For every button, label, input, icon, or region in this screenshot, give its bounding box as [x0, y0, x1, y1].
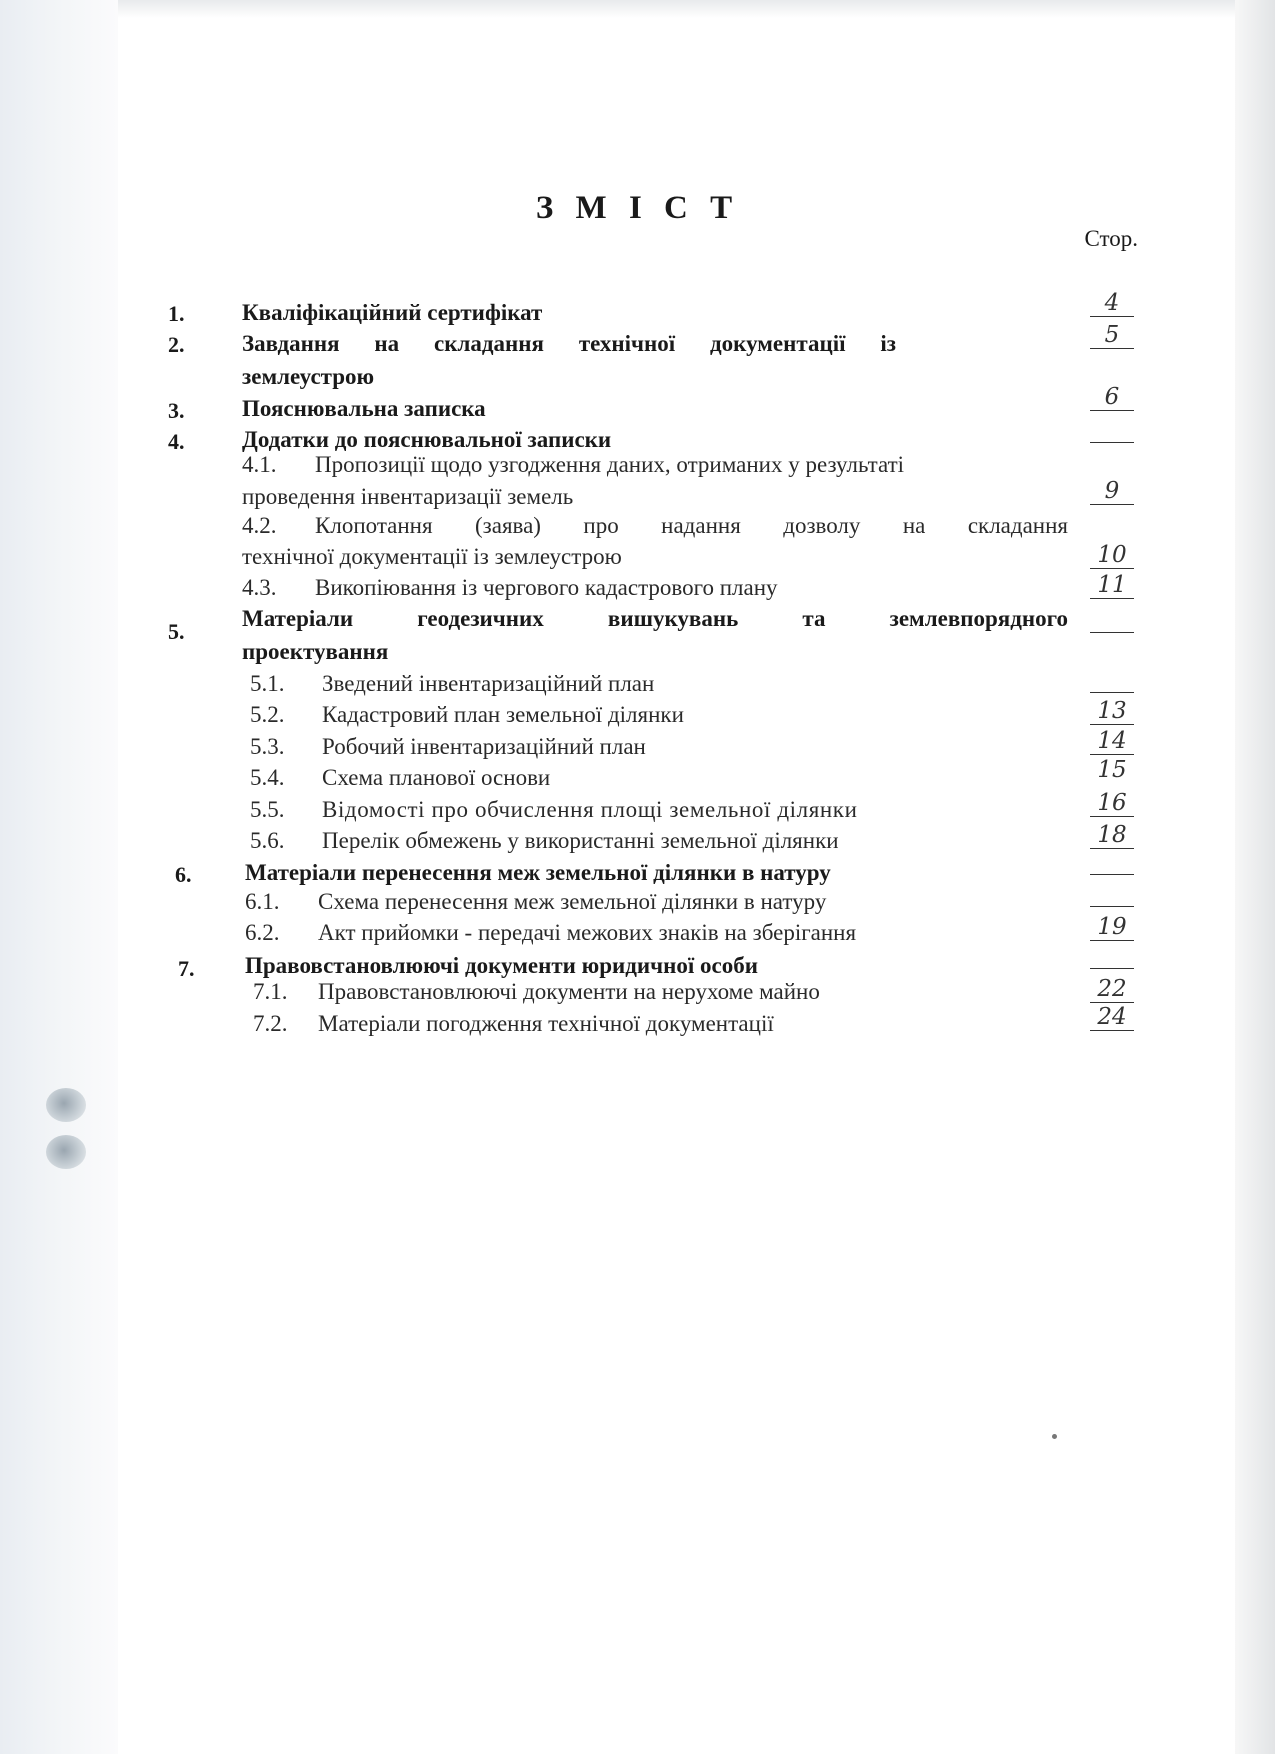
toc-subitem-title: Кадастровий план земельної ділянки [322, 702, 684, 727]
toc-subitem-title: Пропозиції щодо узгодження даних, отриманих у результаті [315, 452, 905, 477]
toc-subitem-title: Клопотання (заява) про надання дозволу на складання [315, 513, 1068, 538]
toc-subitem-title: Робочий інвентаризаційний план [322, 734, 646, 759]
toc-subitem-title: Відомості про обчислення площі земельної ділянки [322, 797, 858, 822]
toc-subitem-number: 5.5. [250, 797, 285, 822]
toc-item-title-cont: проектування [242, 639, 389, 664]
toc-item-title: Кваліфікаційний сертифікат [242, 300, 543, 325]
toc-item-number: 5. [168, 619, 185, 644]
toc-subitem-title: Правовстановлюючі документи на нерухоме майно [318, 979, 820, 1004]
toc-subitem-title: Викопіювання із чергового кадастрового плану [315, 575, 778, 600]
toc-subitem-title: Перелік обмежень у використанні земельної ділянки [322, 828, 839, 853]
toc-subitem-number: 5.6. [250, 828, 285, 853]
toc-item-title-cont: землеустрою [242, 364, 375, 389]
toc-item-number: 6. [175, 862, 192, 887]
toc-page-number: 11 [1090, 572, 1134, 599]
toc-subitem-title-cont: технічної документації із землеустрою [242, 544, 622, 569]
toc-subitem-number: 4.2. [242, 513, 277, 538]
toc-page-number: 14 [1090, 728, 1134, 755]
toc-page-number: 9 [1090, 478, 1134, 505]
page-column-label: Стор. [1084, 226, 1138, 251]
toc-item-title: Матеріали геодезичних вишукувань та землевпорядного [242, 606, 1068, 631]
toc-item-title: Додатки до пояснювальної записки [242, 427, 612, 452]
toc-page-number [1090, 880, 1134, 907]
toc-page-number [1090, 606, 1134, 633]
page-title: З М І С Т [535, 190, 740, 226]
toc-page-number: 15 [1097, 757, 1127, 783]
toc-page-number [1090, 666, 1134, 693]
toc-page-number [1090, 416, 1134, 443]
toc-item-number: 7. [178, 956, 195, 981]
toc-item-title: Пояснювальна записка [242, 396, 486, 421]
toc-page-number: 6 [1090, 384, 1134, 411]
toc-subitem-number: 5.2. [250, 702, 285, 727]
toc-subitem-title: Схема планової основи [322, 765, 551, 790]
toc-subitem-title-cont: проведення інвентаризації земель [242, 484, 574, 509]
toc-page-number: 19 [1090, 914, 1134, 941]
toc-page-number: 5 [1090, 322, 1134, 349]
toc-page-number: 24 [1090, 1004, 1134, 1031]
toc-subitem-number: 7.2. [253, 1011, 288, 1036]
toc-subitem-title: Матеріали погодження технічної документації [318, 1011, 774, 1036]
toc-subitem-number: 5.3. [250, 734, 285, 759]
toc-item-number: 4. [168, 429, 185, 454]
toc-page-number: 10 [1090, 542, 1134, 569]
toc-subitem-number: 6.2. [245, 920, 280, 945]
toc-page-number: 13 [1090, 698, 1134, 725]
toc-item-number: 2. [168, 332, 185, 357]
toc-subitem-number: 5.4. [250, 765, 285, 790]
toc-page-number: 16 [1090, 790, 1134, 817]
toc-page-number: 4 [1090, 290, 1134, 317]
toc-page-number [1090, 848, 1134, 875]
toc-subitem-number: 4.1. [242, 452, 277, 477]
toc-page-number [1090, 942, 1134, 969]
toc-subitem-title: Схема перенесення меж земельної ділянки в натуру [318, 889, 827, 914]
toc-item-title: Завдання на складання технічної документації із [242, 331, 896, 356]
toc-page-number: 22 [1090, 976, 1134, 1003]
toc-item-title: Матеріали перенесення меж земельної ділянки в натуру [245, 860, 831, 885]
toc-page-number: 18 [1090, 822, 1134, 849]
toc-subitem-number: 5.1. [250, 671, 285, 696]
toc-subitem-title: Акт прийомки - передачі межових знаків на зберігання [318, 920, 857, 945]
toc-item-title: Правовстановлюючі документи юридичної особи [245, 953, 758, 978]
toc-subitem-number: 4.3. [242, 575, 277, 600]
toc-item-number: 3. [168, 398, 185, 423]
toc-subitem-number: 7.1. [253, 979, 288, 1004]
toc-item-number: 1. [168, 301, 185, 326]
toc-subitem-number: 6.1. [245, 889, 280, 914]
toc-subitem-title: Зведений інвентаризаційний план [322, 671, 655, 696]
